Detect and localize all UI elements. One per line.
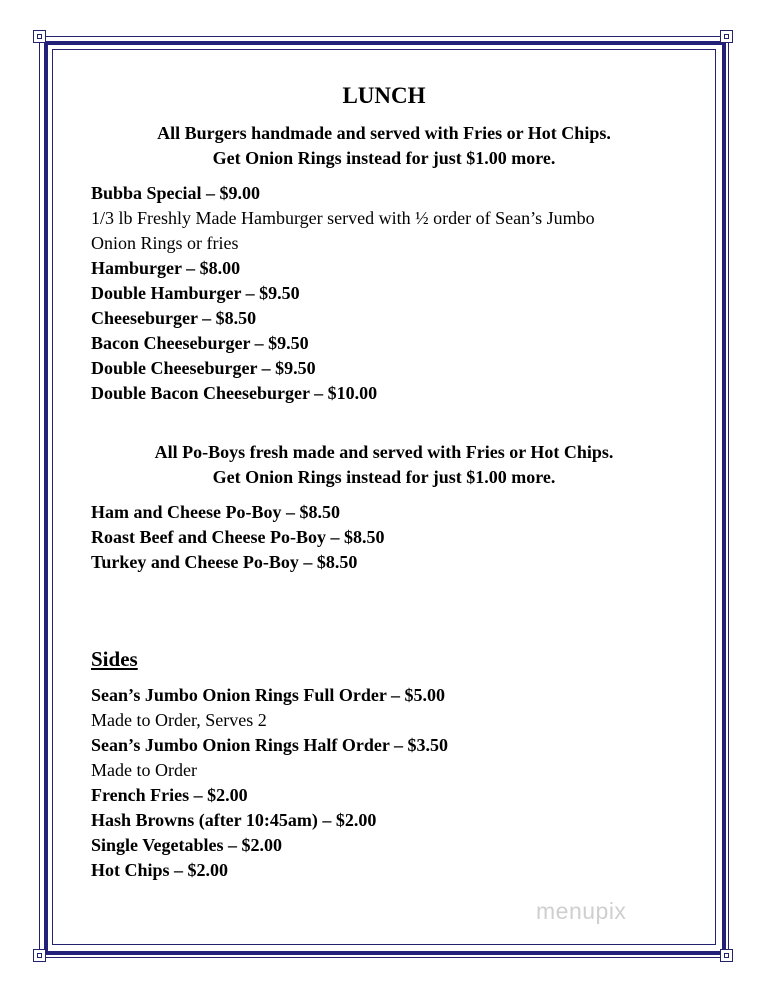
sides-heading: Sides [91, 647, 138, 671]
menu-item: Roast Beef and Cheese Po-Boy – $8.50 [91, 527, 385, 547]
menu-item: Hot Chips – $2.00 [91, 860, 229, 880]
border-corner-ornament [720, 30, 733, 43]
menu-title: LUNCH [342, 83, 426, 108]
menu-item: Double Bacon Cheeseburger – $10.00 [91, 383, 378, 403]
menu-item: Double Cheeseburger – $9.50 [91, 358, 316, 378]
menu-item: Turkey and Cheese Po-Boy – $8.50 [91, 552, 358, 572]
menu-item: Hash Browns (after 10:45am) – $2.00 [91, 810, 377, 830]
menu-item: Hamburger – $8.00 [91, 258, 241, 278]
menu-item-description: Made to Order, Serves 2 [91, 710, 267, 730]
menu-item: French Fries – $2.00 [91, 785, 248, 805]
menu-item-description: 1/3 lb Freshly Made Hamburger served with ½ order of Sean’s Jumbo [91, 208, 595, 228]
border-corner-ornament [720, 949, 733, 962]
menu-item: Ham and Cheese Po-Boy – $8.50 [91, 502, 340, 522]
menu-item: Bacon Cheeseburger – $9.50 [91, 333, 309, 353]
menu-item: Bubba Special – $9.00 [91, 183, 261, 203]
poboys-note-line-2: Get Onion Rings instead for just $1.00 more. [212, 467, 556, 487]
burgers-note-line-2: Get Onion Rings instead for just $1.00 more. [212, 148, 556, 168]
menu-item: Double Hamburger – $9.50 [91, 283, 300, 303]
burgers-note-line-1: All Burgers handmade and served with Fries or Hot Chips. [157, 123, 611, 143]
border-corner-ornament [33, 949, 46, 962]
menu-item: Sean’s Jumbo Onion Rings Full Order – $5.00 [91, 685, 446, 705]
menu-item-description: Onion Rings or fries [91, 233, 239, 253]
menu-item: Single Vegetables – $2.00 [91, 835, 283, 855]
poboys-note-line-1: All Po-Boys fresh made and served with Fries or Hot Chips. [154, 442, 614, 462]
menu-item: Sean’s Jumbo Onion Rings Half Order – $3.50 [91, 735, 449, 755]
border-corner-ornament [33, 30, 46, 43]
menu-item-description: Made to Order [91, 760, 197, 780]
menu-item: Cheeseburger – $8.50 [91, 308, 257, 328]
watermark-logo: menupix [536, 898, 627, 924]
